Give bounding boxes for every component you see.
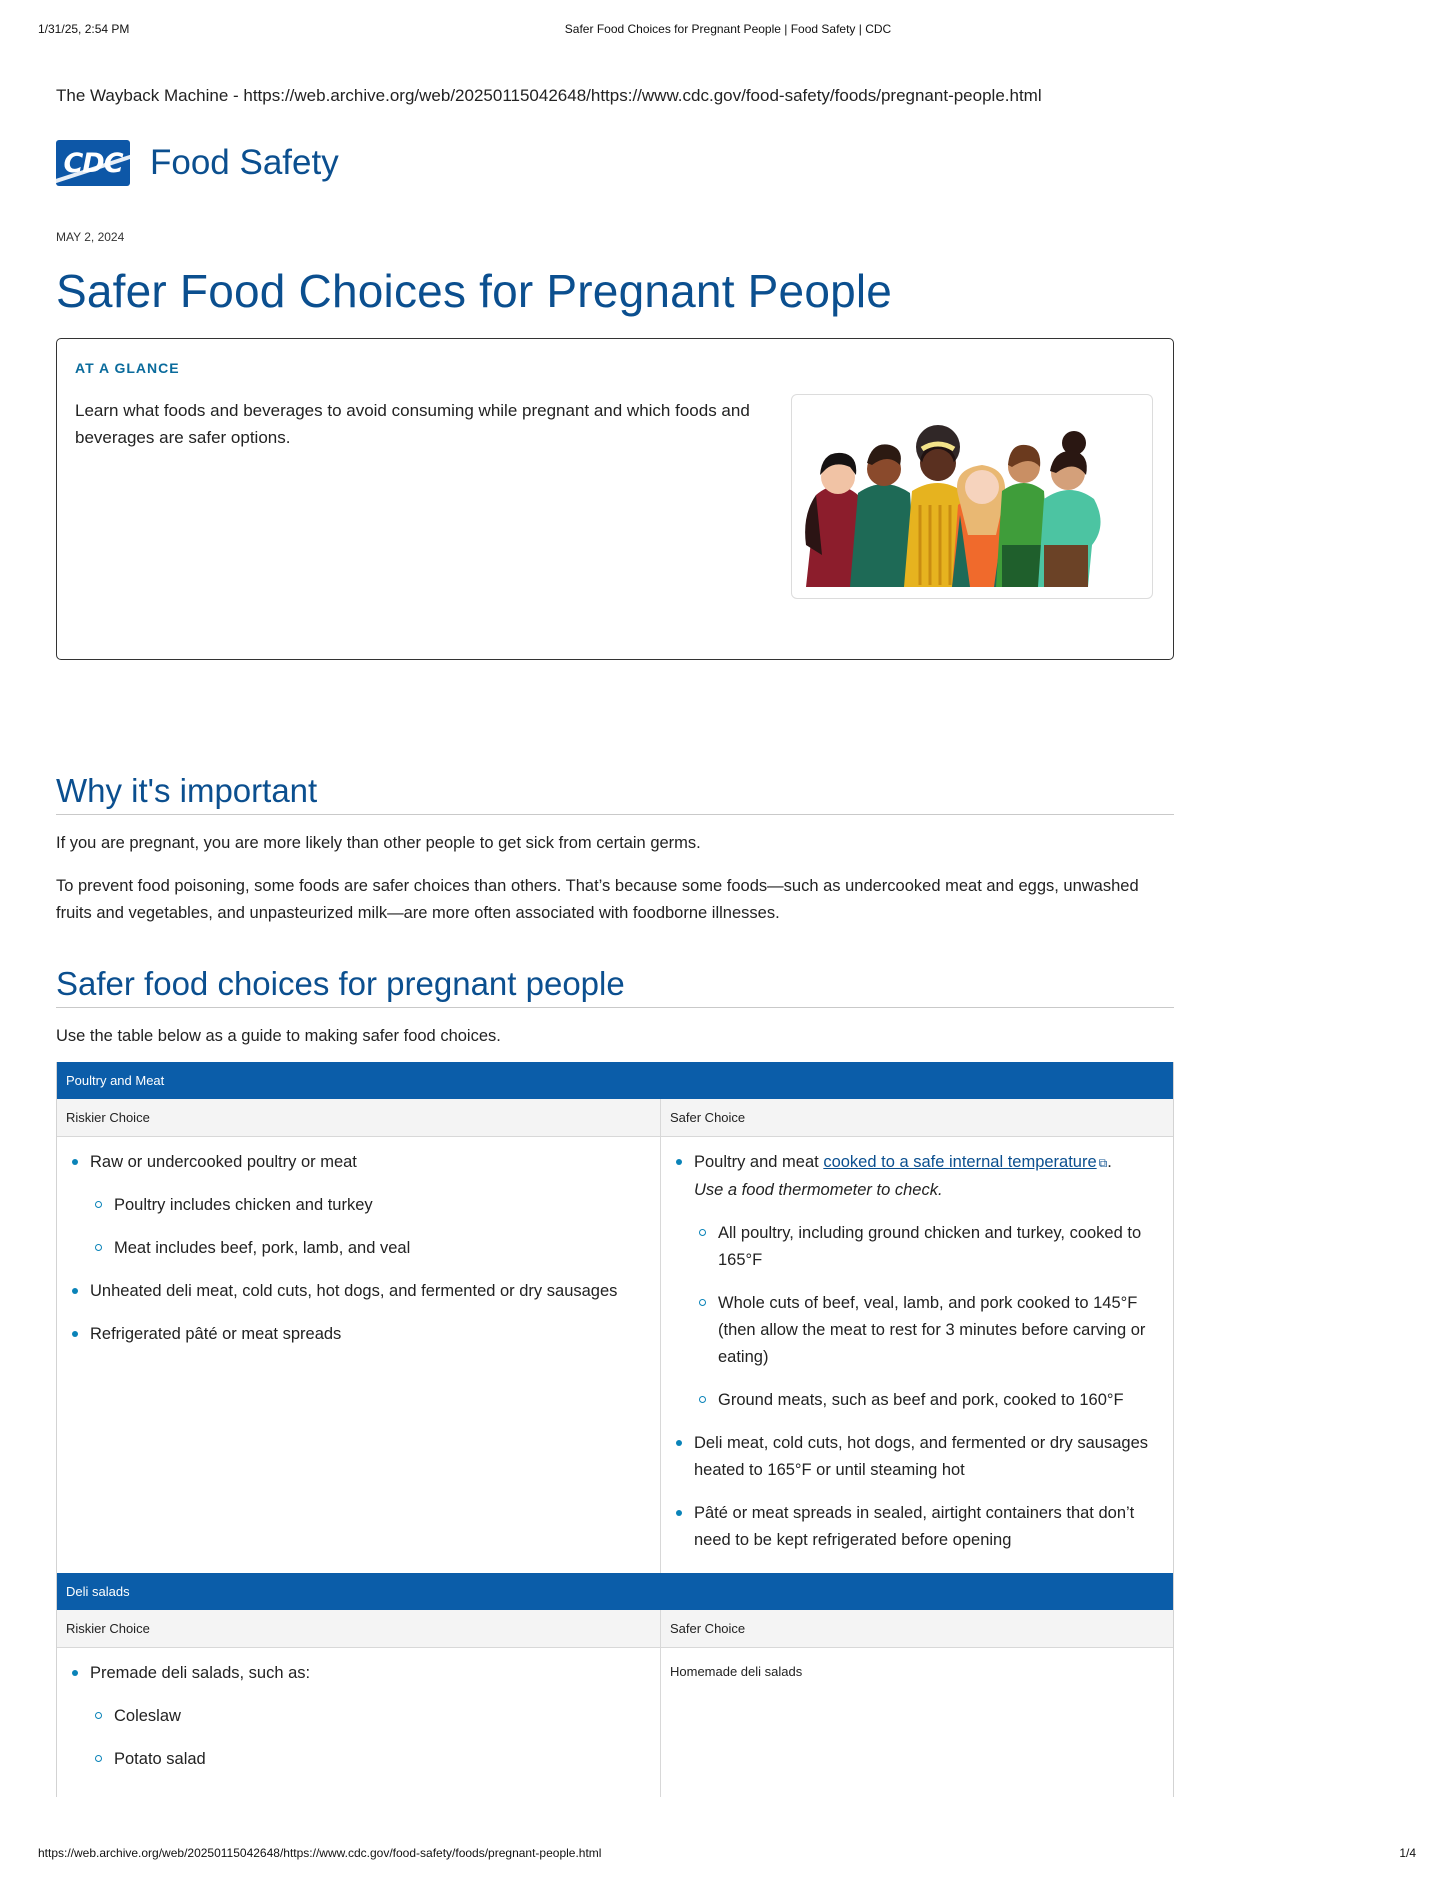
food-choices-table [56, 1062, 1174, 1797]
list-subitem: Potato salad [90, 1746, 650, 1773]
thermometer-note: Use a food thermometer to check. [694, 1181, 943, 1199]
why-paragraph-2: To prevent food poisoning, some foods are safer choices than others. That’s because some foods—such as undercooked meat and eggs, unwashed fruits and vegetables, and unpasteurized milk—are more often associated with foodborne illnesses. [56, 877, 1139, 922]
print-title: Safer Food Choices for Pregnant People | Food Safety | CDC [564, 22, 892, 36]
site-brand[interactable] [56, 140, 339, 186]
table-header-row [57, 1099, 1173, 1137]
list-item: Refrigerated pâté or meat spreads [66, 1321, 650, 1348]
print-page-number: 1/4 [1399, 1846, 1416, 1860]
section-heading-safer: Safer food choices for pregnant people [56, 965, 625, 1002]
safe-temperature-link[interactable]: cooked to a safe internal temperature [823, 1153, 1097, 1171]
list-item: Unheated deli meat, cold cuts, hot dogs, and fermented or dry sausages [66, 1278, 650, 1305]
column-header-riskier: Riskier Choice [57, 1099, 661, 1136]
table-row [57, 1648, 1173, 1797]
list-subitem: Poultry includes chicken and turkey [90, 1192, 650, 1219]
wayback-line: The Wayback Machine - https://web.archive.org/web/20250115042648/https://www.cdc.gov/food-safety/foods/pregnant-people.html [56, 86, 1042, 105]
list-item: Poultry and meat cooked to a safe internal temperature ⧉. Use a food thermometer to check. All poultry, including ground chicken and turkey, cooked to 165°F Whole cuts of beef, veal, lamb, and pork cooked to 145°F (then allow the meat to rest for 3 minutes before carving or eating) Ground meats, such as beef and pork, cooked to 160°F [670, 1149, 1163, 1414]
group-of-people-illustration [792, 395, 1153, 599]
at-a-glance-text: Learn what foods and beverages to avoid consuming while pregnant and which foods and beverages are safer options. [75, 401, 750, 447]
external-link-icon: ⧉ [1098, 1156, 1108, 1170]
cdc-logo[interactable] [56, 140, 130, 186]
at-a-glance-box [56, 338, 1174, 660]
page-title: Safer Food Choices for Pregnant People [56, 265, 893, 317]
list-subitem: All poultry, including ground chicken and turkey, cooked to 165°F [694, 1220, 1163, 1274]
safer-text: Homemade deli salads [670, 1664, 803, 1679]
column-header-safer: Safer Choice [670, 1621, 746, 1636]
table-row [57, 1137, 1173, 1573]
group-illustration [791, 394, 1153, 599]
category-row-poultry: Poultry and Meat [57, 1062, 1173, 1099]
list-subitem: Whole cuts of beef, veal, lamb, and pork cooked to 145°F (then allow the meat to rest for 3 minutes before carving or eating) [694, 1290, 1163, 1371]
column-header-safer: Safer Choice [670, 1110, 746, 1125]
list-subitem: Meat includes beef, pork, lamb, and veal [90, 1235, 650, 1262]
publish-date: MAY 2, 2024 [56, 230, 125, 244]
section-divider [56, 814, 1174, 815]
list-item: Deli meat, cold cuts, hot dogs, and fermented or dry sausages heated to 165°F or until steaming hot [670, 1430, 1163, 1484]
riskier-cell [57, 1137, 661, 1573]
print-datetime: 1/31/25, 2:54 PM [38, 22, 130, 36]
safer-cell [661, 1137, 1173, 1573]
print-footer-url: https://web.archive.org/web/20250115042648/https://www.cdc.gov/food-safety/foods/pregnant-people.html [38, 1846, 602, 1860]
list-item: Pâté or meat spreads in sealed, airtight containers that don’t need to be kept refrigerated before opening [670, 1500, 1163, 1554]
category-row-deli: Deli salads [57, 1573, 1173, 1610]
site-title[interactable]: Food Safety [150, 143, 339, 182]
column-header-riskier: Riskier Choice [57, 1610, 661, 1647]
section-divider [56, 1007, 1174, 1008]
cdc-logo-text: CDC [63, 147, 123, 179]
why-paragraph-1: If you are pregnant, you are more likely than other people to get sick from certain germs. [56, 834, 701, 852]
list-subitem: Ground meats, such as beef and pork, cooked to 160°F [694, 1387, 1163, 1414]
list-subitem: Coleslaw [90, 1703, 650, 1730]
section-heading-why: Why it's important [56, 772, 318, 809]
riskier-cell [57, 1648, 661, 1797]
table-header-row [57, 1610, 1173, 1648]
safer-cell [661, 1648, 1173, 1797]
list-item: Raw or undercooked poultry or meat Poultry includes chicken and turkey Meat includes beef, pork, lamb, and veal [66, 1149, 650, 1262]
at-a-glance-label: AT A GLANCE [75, 360, 180, 376]
list-item: Premade deli salads, such as: Coleslaw Potato salad [66, 1660, 650, 1773]
safer-intro: Use the table below as a guide to making safer food choices. [56, 1027, 501, 1045]
